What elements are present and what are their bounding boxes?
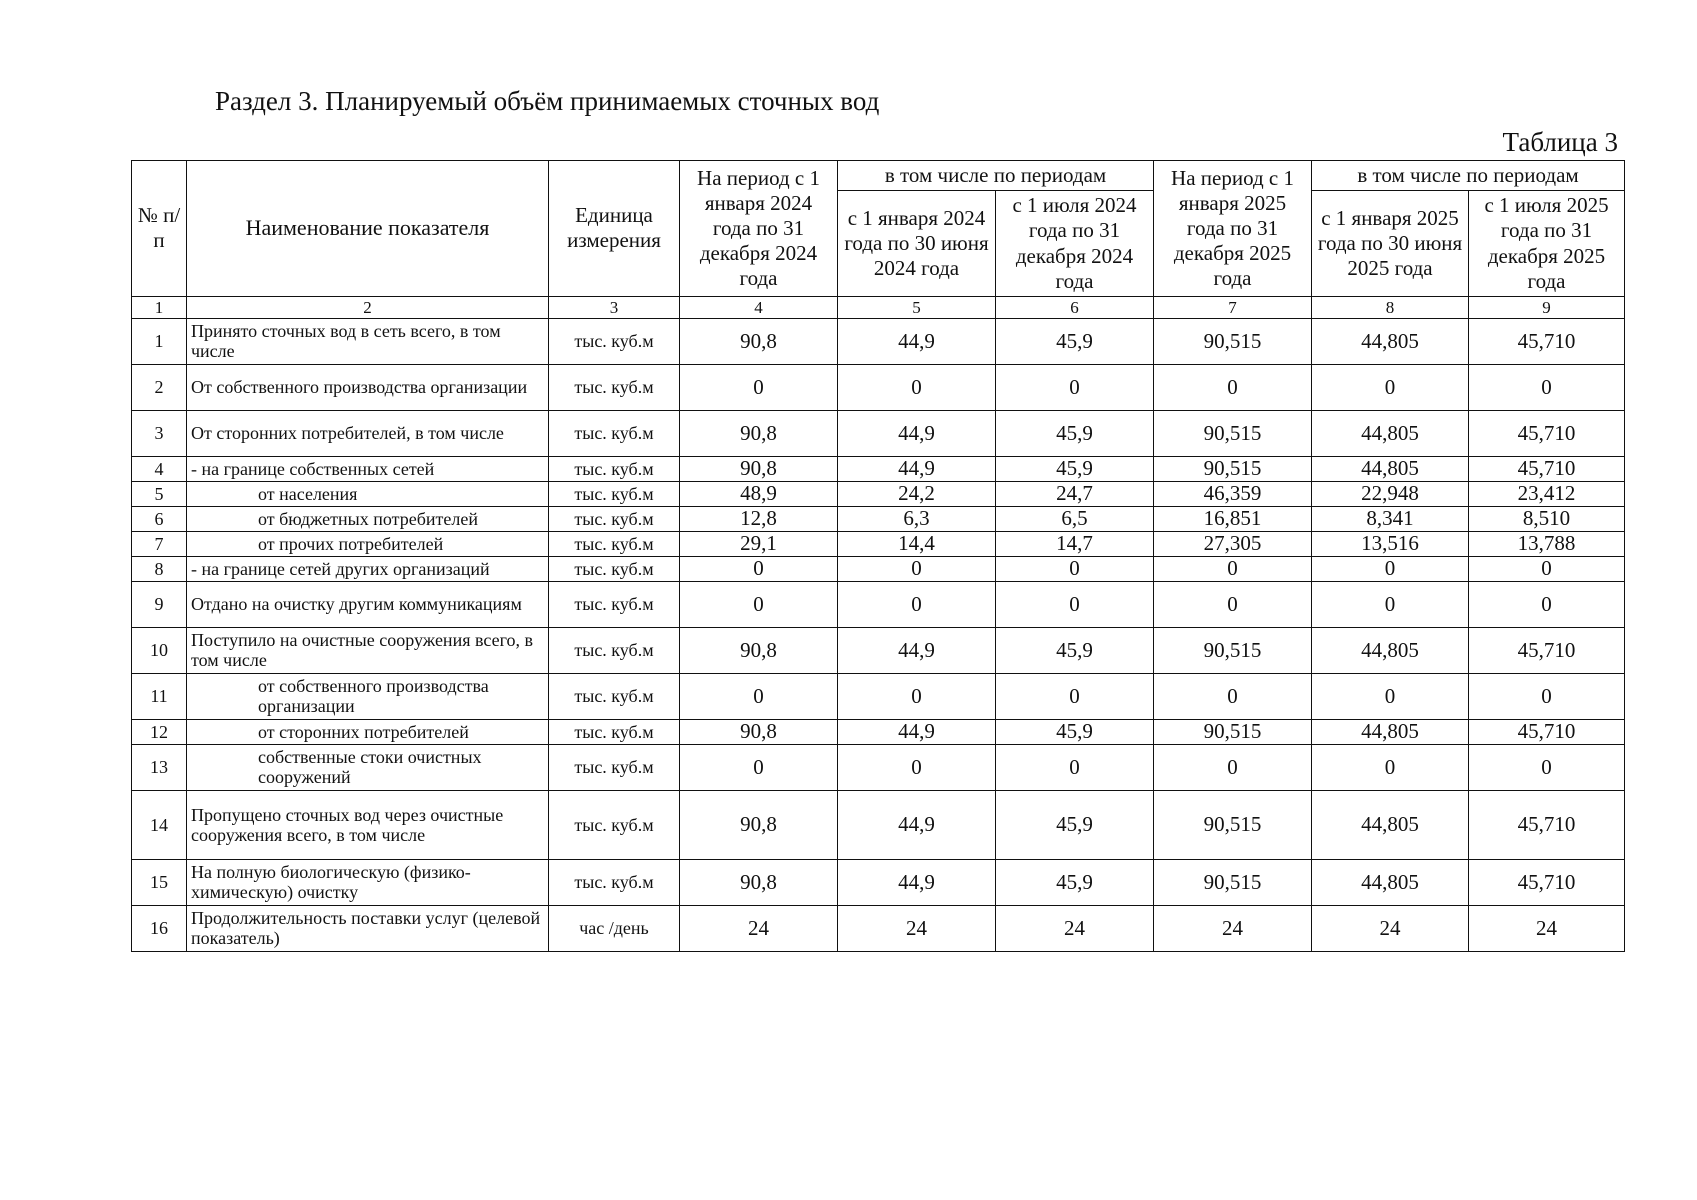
value-cell: 0 [680,744,838,790]
value-cell: 44,805 [1312,456,1469,481]
value-cell: 0 [996,673,1154,719]
table-row [132,744,1625,790]
table-row [132,905,1625,951]
column-number-row [132,296,1625,318]
row-number: 9 [132,581,187,627]
value-cell: 90,515 [1154,627,1312,673]
value-cell: 24 [838,905,996,951]
value-cell: 45,710 [1469,790,1625,859]
value-cell: 16,851 [1154,506,1312,531]
value-cell: 44,805 [1312,410,1469,456]
table-row [132,318,1625,364]
value-cell: 13,516 [1312,531,1469,556]
header-name: Наименование показателя [187,161,549,297]
row-name: Принято сточных вод в сеть всего, в том числе [187,318,549,364]
value-cell: 90,515 [1154,456,1312,481]
row-number: 1 [132,318,187,364]
row-unit: час /день [549,905,680,951]
value-cell: 23,412 [1469,481,1625,506]
value-cell: 44,9 [838,790,996,859]
wastewater-volume-table [131,160,1625,952]
value-cell: 0 [1469,364,1625,410]
value-cell: 0 [996,364,1154,410]
value-cell: 45,710 [1469,318,1625,364]
header-period-2025: На период с 1 января 2025 года по 31 декабря 2025 года [1154,161,1312,297]
value-cell: 0 [680,673,838,719]
value-cell: 44,9 [838,318,996,364]
header-by-periods-2024: в том числе по периодам [838,161,1154,191]
value-cell: 0 [838,581,996,627]
value-cell: 44,805 [1312,318,1469,364]
row-number: 13 [132,744,187,790]
value-cell: 12,8 [680,506,838,531]
value-cell: 0 [996,744,1154,790]
row-name: от населения [187,481,549,506]
row-name: собственные стоки очистных сооружений [187,744,549,790]
header-unit: Единица измерения [549,161,680,297]
table-row [132,456,1625,481]
row-unit: тыс. куб.м [549,506,680,531]
row-number: 10 [132,627,187,673]
table-row [132,556,1625,581]
value-cell: 24 [996,905,1154,951]
row-unit: тыс. куб.м [549,410,680,456]
table-row [132,719,1625,744]
column-number: 5 [838,296,996,318]
header-by-periods-2025: в том числе по периодам [1312,161,1625,191]
column-number: 2 [187,296,549,318]
row-unit: тыс. куб.м [549,627,680,673]
row-number: 4 [132,456,187,481]
value-cell: 90,8 [680,719,838,744]
value-cell: 0 [1154,556,1312,581]
value-cell: 90,515 [1154,790,1312,859]
value-cell: 44,9 [838,859,996,905]
value-cell: 45,9 [996,318,1154,364]
row-number: 2 [132,364,187,410]
row-unit: тыс. куб.м [549,673,680,719]
value-cell: 90,515 [1154,410,1312,456]
row-unit: тыс. куб.м [549,790,680,859]
value-cell: 0 [838,744,996,790]
value-cell: 90,8 [680,627,838,673]
value-cell: 0 [838,364,996,410]
row-number: 6 [132,506,187,531]
row-name: От сторонних потребителей, в том числе [187,410,549,456]
row-number: 11 [132,673,187,719]
row-number: 12 [132,719,187,744]
header-h1-2024: с 1 января 2024 года по 30 июня 2024 года [838,191,996,297]
row-number: 8 [132,556,187,581]
value-cell: 0 [1469,556,1625,581]
value-cell: 44,9 [838,627,996,673]
value-cell: 6,3 [838,506,996,531]
table-row [132,410,1625,456]
row-number: 3 [132,410,187,456]
row-name: От собственного производства организации [187,364,549,410]
value-cell: 90,8 [680,318,838,364]
row-name: Продолжительность поставки услуг (целевой показатель) [187,905,549,951]
value-cell: 0 [838,673,996,719]
value-cell: 6,5 [996,506,1154,531]
value-cell: 90,515 [1154,719,1312,744]
value-cell: 45,710 [1469,456,1625,481]
value-cell: 44,805 [1312,719,1469,744]
row-unit: тыс. куб.м [549,364,680,410]
value-cell: 44,805 [1312,627,1469,673]
value-cell: 0 [1469,673,1625,719]
header-num: № п/п [132,161,187,297]
row-unit: тыс. куб.м [549,744,680,790]
value-cell: 0 [996,581,1154,627]
row-unit: тыс. куб.м [549,318,680,364]
row-unit: тыс. куб.м [549,719,680,744]
column-number: 9 [1469,296,1625,318]
table-row [132,581,1625,627]
value-cell: 0 [1469,744,1625,790]
value-cell: 90,8 [680,456,838,481]
value-cell: 24 [1154,905,1312,951]
value-cell: 0 [1154,744,1312,790]
value-cell: 14,7 [996,531,1154,556]
table-row [132,531,1625,556]
header-h2-2024: с 1 июля 2024 года по 31 декабря 2024 года [996,191,1154,297]
row-name: от бюджетных потребителей [187,506,549,531]
row-name: Отдано на очистку другим коммуникациям [187,581,549,627]
value-cell: 0 [680,581,838,627]
table-row [132,627,1625,673]
value-cell: 0 [1312,673,1469,719]
table-row [132,859,1625,905]
value-cell: 45,9 [996,790,1154,859]
row-number: 5 [132,481,187,506]
value-cell: 0 [996,556,1154,581]
header-h2-2025: с 1 июля 2025 года по 31 декабря 2025 года [1469,191,1625,297]
column-number: 8 [1312,296,1469,318]
value-cell: 8,341 [1312,506,1469,531]
row-name: от прочих потребителей [187,531,549,556]
column-number: 3 [549,296,680,318]
row-number: 7 [132,531,187,556]
value-cell: 0 [1154,673,1312,719]
value-cell: 46,359 [1154,481,1312,506]
row-unit: тыс. куб.м [549,581,680,627]
section-heading: Раздел 3. Планируемый объём принимаемых сточных вод [215,86,880,116]
table-row [132,364,1625,410]
value-cell: 45,9 [996,627,1154,673]
value-cell: 24 [1469,905,1625,951]
value-cell: 90,515 [1154,318,1312,364]
value-cell: 0 [1154,581,1312,627]
value-cell: 0 [1469,581,1625,627]
value-cell: 45,9 [996,456,1154,481]
value-cell: 24,2 [838,481,996,506]
value-cell: 24 [1312,905,1469,951]
value-cell: 0 [680,556,838,581]
value-cell: 0 [1312,556,1469,581]
value-cell: 44,9 [838,456,996,481]
table-label: Таблица 3 [1502,127,1618,157]
row-unit: тыс. куб.м [549,531,680,556]
value-cell: 22,948 [1312,481,1469,506]
header-h1-2025: с 1 января 2025 года по 30 июня 2025 года [1312,191,1469,297]
value-cell: 0 [1312,364,1469,410]
value-cell: 13,788 [1469,531,1625,556]
value-cell: 45,9 [996,410,1154,456]
column-number: 6 [996,296,1154,318]
value-cell: 90,515 [1154,859,1312,905]
row-name: Пропущено сточных вод через очистные сооружения всего, в том числе [187,790,549,859]
value-cell: 45,710 [1469,719,1625,744]
row-unit: тыс. куб.м [549,481,680,506]
value-cell: 44,805 [1312,790,1469,859]
value-cell: 44,9 [838,719,996,744]
value-cell: 90,8 [680,790,838,859]
table-row [132,506,1625,531]
header-period-2024: На период с 1 января 2024 года по 31 декабря 2024 года [680,161,838,297]
value-cell: 44,805 [1312,859,1469,905]
column-number: 7 [1154,296,1312,318]
value-cell: 45,9 [996,859,1154,905]
row-number: 15 [132,859,187,905]
value-cell: 27,305 [1154,531,1312,556]
value-cell: 29,1 [680,531,838,556]
row-name: Поступило на очистные сооружения всего, в том числе [187,627,549,673]
column-number: 1 [132,296,187,318]
value-cell: 45,9 [996,719,1154,744]
row-number: 14 [132,790,187,859]
value-cell: 90,8 [680,410,838,456]
row-name: На полную биологическую (физико-химическую) очистку [187,859,549,905]
value-cell: 24 [680,905,838,951]
value-cell: 45,710 [1469,410,1625,456]
row-name: - на границе сетей других организаций [187,556,549,581]
table-row [132,673,1625,719]
row-name: от собственного производства организации [187,673,549,719]
row-name: - на границе собственных сетей [187,456,549,481]
table-row [132,481,1625,506]
value-cell: 0 [838,556,996,581]
column-number: 4 [680,296,838,318]
row-unit: тыс. куб.м [549,456,680,481]
value-cell: 14,4 [838,531,996,556]
value-cell: 0 [1154,364,1312,410]
value-cell: 45,710 [1469,859,1625,905]
row-number: 16 [132,905,187,951]
value-cell: 44,9 [838,410,996,456]
value-cell: 0 [680,364,838,410]
value-cell: 8,510 [1469,506,1625,531]
value-cell: 0 [1312,581,1469,627]
value-cell: 24,7 [996,481,1154,506]
value-cell: 45,710 [1469,627,1625,673]
value-cell: 48,9 [680,481,838,506]
row-unit: тыс. куб.м [549,556,680,581]
row-unit: тыс. куб.м [549,859,680,905]
value-cell: 0 [1312,744,1469,790]
value-cell: 90,8 [680,859,838,905]
row-name: от сторонних потребителей [187,719,549,744]
table-row [132,790,1625,859]
